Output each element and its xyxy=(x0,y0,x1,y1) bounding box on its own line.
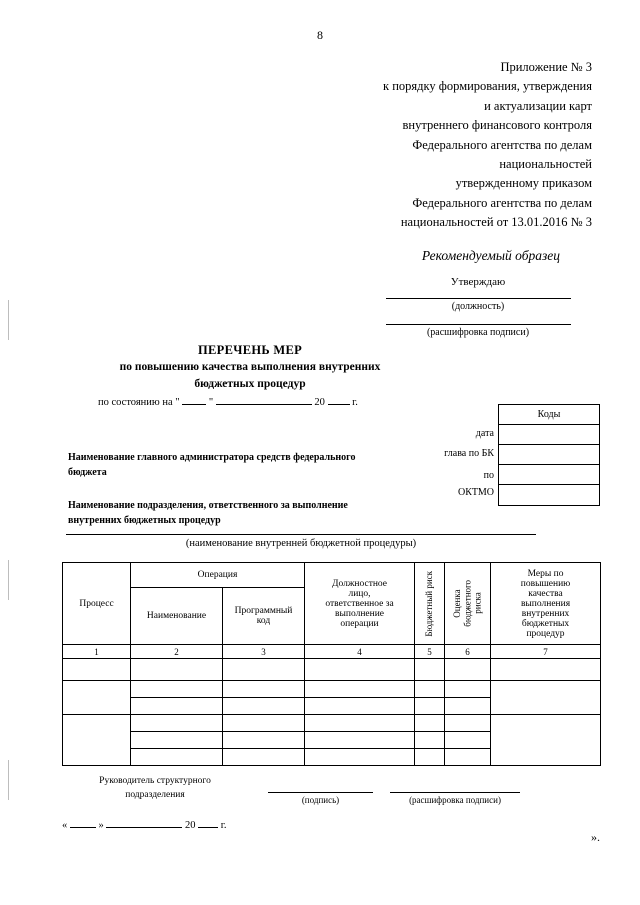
page-subtitle-line: по повышению качества выполнения внутренних xyxy=(119,361,381,374)
appendix-header-line: Приложение № 3 xyxy=(500,60,592,74)
cell-official[interactable] xyxy=(305,749,415,766)
department-line: внутренних бюджетных процедур xyxy=(68,515,221,526)
closing-mark: ». xyxy=(591,830,600,844)
date-suffix: г. xyxy=(220,820,227,831)
cell-operation-name[interactable] xyxy=(131,749,223,766)
th-official-l3: ответственное за xyxy=(325,598,394,609)
table-header-row xyxy=(63,563,601,588)
date-year-blank[interactable] xyxy=(198,816,218,828)
th-risk-assessment xyxy=(445,563,491,645)
th-measures-l1: Меры по xyxy=(527,568,564,579)
col-num-6: 6 xyxy=(445,645,491,659)
table-row[interactable] xyxy=(63,681,601,698)
cell-operation-name[interactable] xyxy=(131,659,223,681)
cell-measures[interactable] xyxy=(491,715,601,766)
appendix-header-line: национальностей от 13.01.2016 № 3 xyxy=(400,215,592,229)
as-of-year: 20 xyxy=(314,397,325,408)
cell-official[interactable] xyxy=(305,732,415,749)
th-official-l5: операции xyxy=(340,618,379,629)
appendix-header-line: внутреннего финансового контроля xyxy=(402,118,592,133)
as-of-quote-open: " xyxy=(175,397,180,408)
document-title xyxy=(60,341,440,392)
cell-risk-assessment[interactable] xyxy=(445,698,491,715)
th-operation-name: Наименование xyxy=(131,588,223,645)
col-num-2: 2 xyxy=(131,645,223,659)
table-body xyxy=(63,659,601,766)
codes-label-bk: глава по БК xyxy=(444,448,494,459)
head-of-department-line: Руководитель структурного xyxy=(99,776,211,786)
col-num-7: 7 xyxy=(491,645,601,659)
position-rule xyxy=(386,298,571,299)
cell-operation-name[interactable] xyxy=(131,732,223,749)
th-measures-l5: внутренних xyxy=(521,608,570,619)
cell-budget-risk[interactable] xyxy=(415,659,445,681)
codes-value-date[interactable] xyxy=(499,425,599,445)
th-operation-code-l2: код xyxy=(256,616,271,626)
cell-budget-risk[interactable] xyxy=(415,698,445,715)
th-official-l4: выполнение xyxy=(335,608,385,619)
cell-risk-assessment[interactable] xyxy=(445,715,491,732)
th-operation-code xyxy=(223,588,305,645)
cell-measures[interactable] xyxy=(491,681,601,715)
cell-operation-code[interactable] xyxy=(223,659,305,681)
appendix-header-line: национальностей xyxy=(499,156,592,171)
appendix-header-line: утвержденному приказом xyxy=(455,176,592,191)
date-quote-close: » xyxy=(98,820,104,831)
chief-administrator-line: бюджета xyxy=(68,467,107,478)
as-of-month-blank[interactable] xyxy=(216,393,312,405)
date-month-blank[interactable] xyxy=(106,816,182,828)
decode-rule xyxy=(390,792,520,793)
approve-label: Утверждаю xyxy=(450,276,506,288)
codes-label-date: дата xyxy=(475,428,494,439)
th-budget-risk xyxy=(415,563,445,645)
th-measures-l6: бюджетных xyxy=(521,618,570,629)
th-risk-l1: Оценка xyxy=(452,589,462,618)
th-process: Процесс xyxy=(63,563,131,645)
appendix-header-line: Федерального агентства по делам xyxy=(412,137,592,152)
table-row[interactable] xyxy=(63,659,601,681)
cell-operation-code[interactable] xyxy=(223,749,305,766)
codes-header: Коды xyxy=(499,405,599,425)
th-risk-l3: риска xyxy=(472,592,483,615)
as-of-year-blank[interactable] xyxy=(328,393,350,405)
margin-tick xyxy=(8,300,9,340)
th-risk-assessment-text xyxy=(452,580,483,627)
th-measures-l2: повышению xyxy=(520,578,571,589)
cell-operation-code[interactable] xyxy=(223,732,305,749)
th-official-l2: лицо, xyxy=(348,588,371,599)
procedure-name-caption: (наименование внутренней бюджетной процедуры) xyxy=(185,538,417,549)
signature-caption: (подпись) xyxy=(301,795,340,805)
cell-risk-assessment[interactable] xyxy=(445,732,491,749)
cell-process[interactable] xyxy=(63,659,131,681)
as-of-quote-close: " xyxy=(208,397,214,408)
th-measures-l7: процедур xyxy=(526,628,565,639)
head-of-department-label xyxy=(80,775,230,803)
approval-block xyxy=(378,276,578,350)
cell-official[interactable] xyxy=(305,698,415,715)
appendix-header xyxy=(272,58,592,232)
cell-process[interactable] xyxy=(63,715,131,766)
th-budget-risk-text: Бюджетный риск xyxy=(424,570,435,637)
cell-budget-risk[interactable] xyxy=(415,715,445,732)
cell-operation-code[interactable] xyxy=(223,715,305,732)
procedure-name-rule xyxy=(66,534,536,535)
measures-table xyxy=(62,562,601,766)
table-row[interactable] xyxy=(63,715,601,732)
signature-rule xyxy=(268,792,373,793)
cell-official[interactable] xyxy=(305,681,415,698)
signature-rule xyxy=(386,324,571,325)
page-title: ПЕРЕЧЕНЬ МЕР xyxy=(197,343,303,357)
margin-tick xyxy=(8,560,9,600)
chief-administrator-line: Наименование главного администратора средств федерального xyxy=(68,452,356,463)
cell-operation-code[interactable] xyxy=(223,681,305,698)
cell-process[interactable] xyxy=(63,681,131,715)
table-column-numbers-row xyxy=(63,645,601,659)
codes-value-extra[interactable] xyxy=(499,485,599,505)
col-num-1: 1 xyxy=(63,645,131,659)
codes-value-oktmo[interactable] xyxy=(499,465,599,485)
appendix-header-line: и актуализации карт xyxy=(484,98,592,113)
th-operation: Операция xyxy=(131,563,305,588)
cell-official[interactable] xyxy=(305,659,415,681)
cell-risk-assessment[interactable] xyxy=(445,749,491,766)
codes-value-bk[interactable] xyxy=(499,445,599,465)
th-measures-l4: выполнения xyxy=(520,598,571,609)
codes-labels xyxy=(398,404,494,504)
th-measures-l3: качества xyxy=(528,588,563,599)
th-measures xyxy=(491,563,601,645)
footer-date-field xyxy=(62,816,227,831)
cell-risk-assessment[interactable] xyxy=(445,659,491,681)
cell-budget-risk[interactable] xyxy=(415,681,445,698)
as-of-prefix: по состоянию на xyxy=(98,397,173,408)
codes-table xyxy=(498,404,600,506)
position-caption: (должность) xyxy=(451,301,505,312)
col-num-4: 4 xyxy=(305,645,415,659)
department-label xyxy=(68,498,418,528)
date-year: 20 xyxy=(185,820,196,831)
cell-budget-risk[interactable] xyxy=(415,749,445,766)
as-of-day-blank[interactable] xyxy=(182,393,206,405)
as-of-date-field xyxy=(98,393,358,408)
cell-measures[interactable] xyxy=(491,659,601,681)
th-risk-l2: бюджетного xyxy=(462,580,473,627)
head-of-department-line: подразделения xyxy=(125,789,185,800)
th-official-l1: Должностное xyxy=(332,578,388,589)
chief-administrator-label xyxy=(68,450,398,480)
cell-operation-name[interactable] xyxy=(131,698,223,715)
cell-operation-name[interactable] xyxy=(131,681,223,698)
recommended-sample-label: Рекомендуемый образец xyxy=(421,248,560,263)
signature-caption: (расшифровка подписи) xyxy=(426,327,530,338)
date-quote-open: « xyxy=(62,820,68,831)
th-operation-code-l1: Программный xyxy=(234,606,293,616)
department-line: Наименование подразделения, ответственного за выполнение xyxy=(68,500,348,511)
th-official xyxy=(305,563,415,645)
margin-tick xyxy=(8,760,9,800)
col-num-3: 3 xyxy=(223,645,305,659)
cell-risk-assessment[interactable] xyxy=(445,681,491,698)
date-day-blank[interactable] xyxy=(70,816,96,828)
col-num-5: 5 xyxy=(415,645,445,659)
decode-caption: (расшифровка подписи) xyxy=(409,795,501,805)
cell-operation-name[interactable] xyxy=(131,715,223,732)
appendix-header-line: к порядку формирования, утверждения xyxy=(383,79,592,94)
page-subtitle-line: бюджетных процедур xyxy=(194,377,306,390)
page-number: 8 xyxy=(317,28,323,42)
codes-label-oktmo: по ОКТМО xyxy=(458,470,494,498)
appendix-header-line: Федерального агентства по делам xyxy=(412,195,592,210)
as-of-suffix: г. xyxy=(352,397,358,408)
cell-budget-risk[interactable] xyxy=(415,732,445,749)
cell-official[interactable] xyxy=(305,715,415,732)
cell-operation-code[interactable] xyxy=(223,698,305,715)
